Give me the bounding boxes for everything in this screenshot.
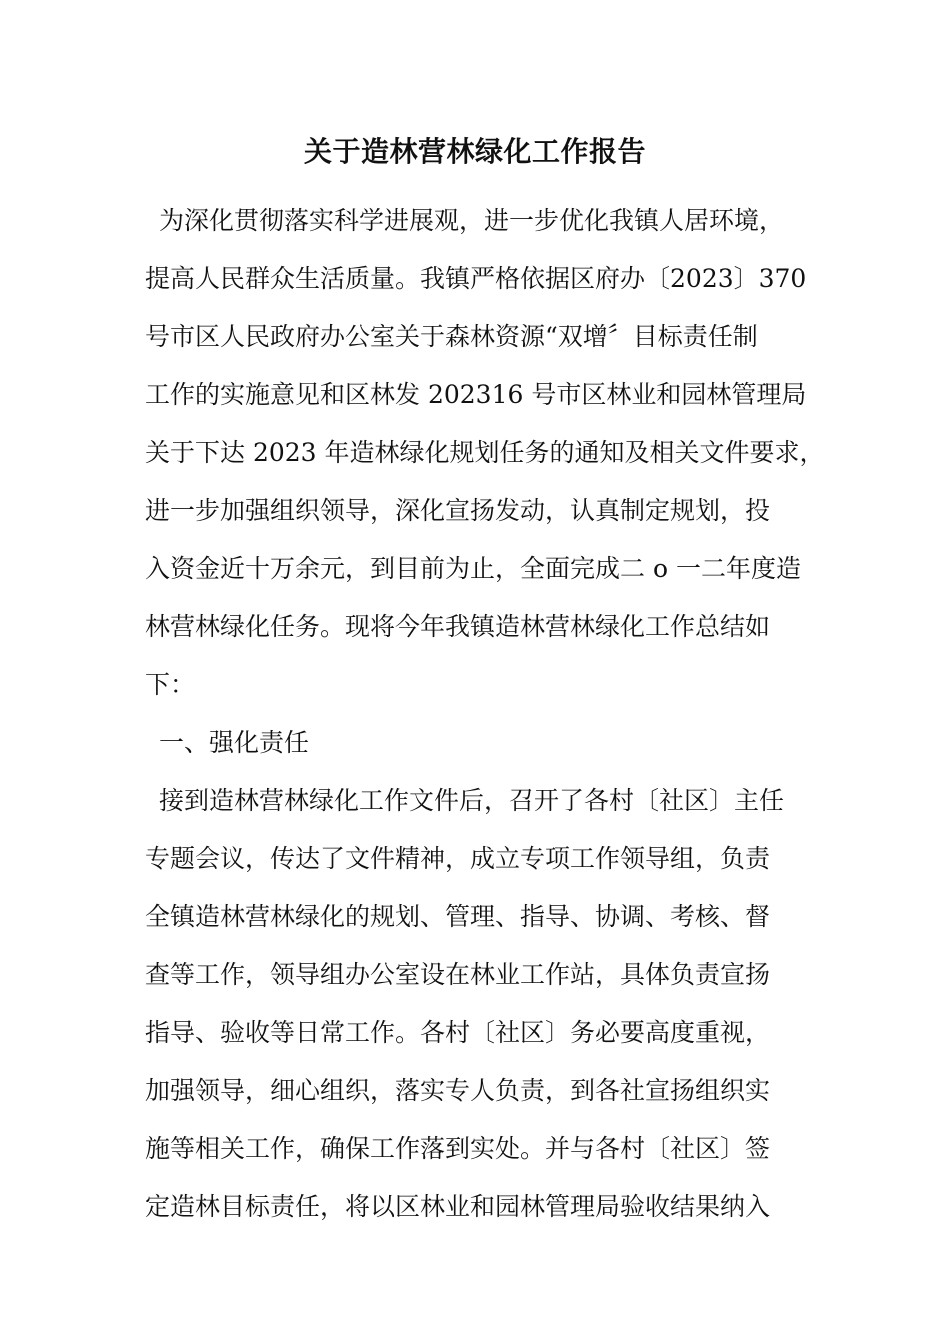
text-line: 指导、验收等日常工作。各村〔社区〕务必要高度重视， (145, 1018, 771, 1047)
text-line: 号市区人民政府办公室关于森林资源“双增〞目标责任制 (145, 322, 758, 351)
document-body (145, 192, 825, 1236)
text-line: 林营林绿化任务。现将今年我镇造林营林绿化工作总结如 (145, 612, 771, 641)
text-line: 关于下达 2023 年造林绿化规划任务的通知及相关文件要求， (145, 438, 825, 467)
document-title: 关于造林营林绿化工作报告 (303, 135, 646, 168)
text-line: 为深化贯彻落实科学进展观，进一步优化我镇人居环境， (159, 206, 785, 235)
text-line: 施等相关工作，确保工作落到实处。并与各村〔社区〕签 (145, 1134, 771, 1163)
text-line: 专题会议，传达了文件精神，成立专项工作领导组，负责 (145, 844, 771, 873)
text-line: 进一步加强组织领导，深化宣扬发动，认真制定规划，投 (145, 496, 771, 525)
text-line: 全镇造林营林绿化的规划、管理、指导、协调、考核、督 (145, 902, 771, 931)
text-line: 工作的实施意见和区林发 202316 号市区林业和园林管理局 (145, 380, 807, 409)
text-line: 加强领导，细心组织，落实专人负责，到各社宣扬组织实 (145, 1076, 771, 1105)
text-line: 提高人民群众生活质量。我镇严格依据区府办〔2023〕370 (145, 264, 807, 293)
text-line: 下： (145, 670, 196, 699)
text-line: 接到造林营林绿化工作文件后，召开了各村〔社区〕主任 (159, 786, 785, 815)
text-line: 定造林目标责任，将以区林业和园林管理局验收结果纳入 (145, 1192, 771, 1221)
text-line: 一、强化责任 (159, 728, 310, 757)
text-line: 入资金近十万余元，到目前为止，全面完成二 o 一二年度造 (145, 554, 801, 583)
text-line: 查等工作，领导组办公室设在林业工作站，具体负责宣扬 (145, 960, 771, 989)
